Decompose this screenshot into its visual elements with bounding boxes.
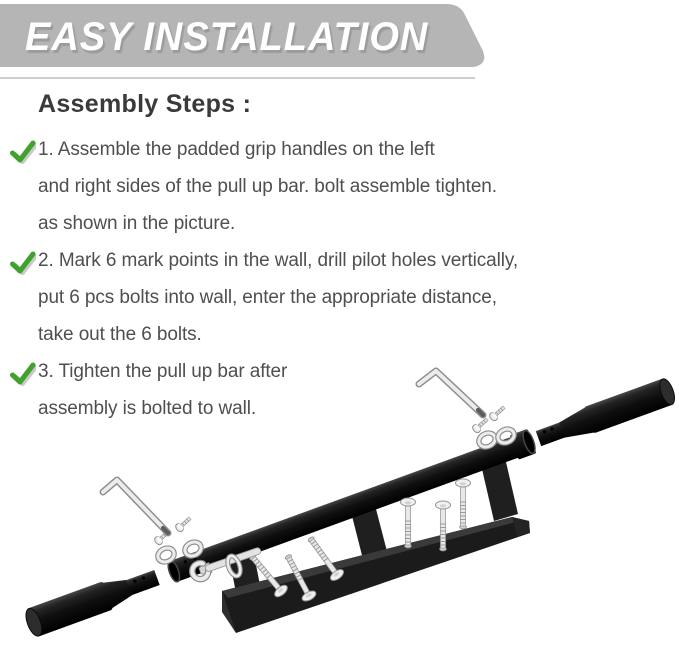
section-heading: Assembly Steps : bbox=[38, 90, 252, 118]
allen-key bbox=[103, 480, 168, 533]
step-text-line: and right sides of the pull up bar. bolt assemble tighten. bbox=[38, 176, 497, 197]
step-text-line: as shown in the picture. bbox=[38, 213, 236, 234]
left-joint-hardware bbox=[103, 480, 203, 565]
check-icon bbox=[10, 251, 36, 275]
check-icon bbox=[10, 362, 36, 386]
screw bbox=[456, 479, 471, 529]
assembly-step-3 bbox=[0, 353, 679, 427]
banner-title: EASY INSTALLATION bbox=[25, 15, 429, 60]
assembly-step-2 bbox=[0, 242, 679, 353]
check-icon bbox=[10, 140, 36, 164]
step-text-line: 2. Mark 6 mark points in the wall, drill pilot holes vertically, bbox=[38, 250, 519, 271]
left-grip-handle bbox=[23, 563, 162, 638]
header-divider bbox=[0, 77, 475, 79]
step-text-line: take out the 6 bolts. bbox=[38, 324, 202, 345]
step-text-line: assembly is bolted to wall. bbox=[38, 398, 257, 419]
step-text-line: 3. Tighten the pull up bar after bbox=[38, 361, 288, 382]
screw bbox=[401, 498, 416, 548]
step-text-line: 1. Assemble the padded grip handles on the left bbox=[38, 139, 435, 160]
small-bolt bbox=[174, 515, 193, 533]
assembly-step-1 bbox=[0, 131, 679, 242]
step-text-line: put 6 pcs bolts into wall, enter the appropriate distance, bbox=[38, 287, 497, 308]
